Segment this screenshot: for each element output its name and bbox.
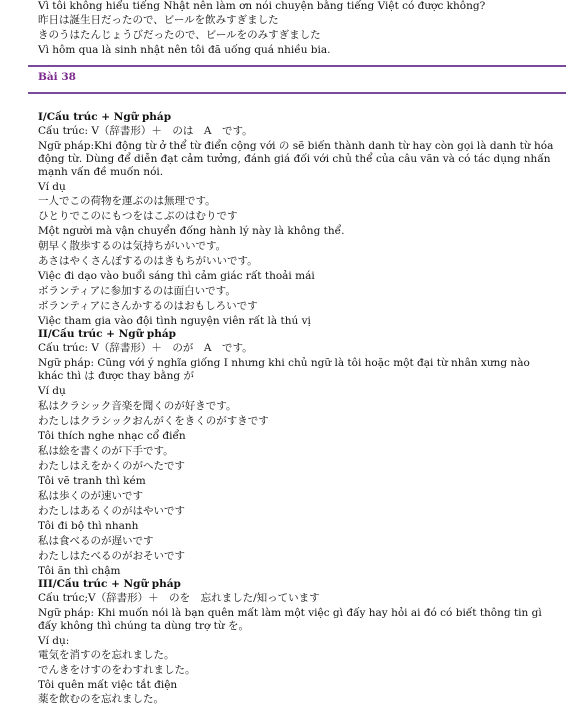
example-line: 私は絵を書くのが下手です。 [38, 445, 174, 457]
example-label: Ví dụ [38, 181, 66, 193]
example-line: わたしはえをかくのがへたです [38, 460, 185, 472]
example-line: 朝早く散歩するのは気持ちがいいです。 [38, 240, 227, 252]
example-label: Ví dụ: [38, 635, 70, 647]
section-divider [28, 92, 566, 94]
structure-line: Cấu trúc: V（辞書形）＋ のが A です。 [38, 342, 253, 354]
example-line: Việc tham gia vào đội tình nguyện viên rất là thú vị [38, 315, 311, 327]
intro-line: Vì tôi không hiểu tiếng Nhật nên làm ơn nói chuyện bằng tiếng Việt có được không? [38, 0, 486, 12]
example-line: 電気を消すのを忘れました。 [38, 649, 175, 661]
example-line: Một người mà vận chuyển đống hành lý này là không thể. [38, 225, 345, 237]
grammar-text: Ngữ pháp: Khi muốn nói là bạn quên mất làm một việc gì đấy hay hỏi ai đó có biết thông tin gì đấy không thì chúng ta dùng trợ từ を。 [38, 607, 542, 632]
example-line: 薬を飲むのを忘れました。 [38, 693, 164, 705]
section-divider [28, 65, 566, 67]
example-line: わたしはクラシックおんがくをきくのがすきです [38, 415, 269, 427]
example-line: 私は食べるのが遅いです [38, 535, 154, 547]
example-line: Tôi quên mất việc tắt điện [38, 679, 178, 691]
example-line: わたしはあるくのがはやいです [38, 505, 185, 517]
lesson-title: Bài 38 [38, 71, 76, 83]
example-line: Tôi đi bộ thì nhanh [38, 520, 139, 532]
example-line: わたしはたべるのがおそいです [38, 550, 185, 562]
section-heading: II/Cấu trúc + Ngữ pháp [38, 328, 176, 340]
example-line: Việc đi dạo vào buổi sáng thì cảm giác rất thoải mái [38, 270, 315, 282]
example-line: Tôi vẽ tranh thì kém [38, 475, 146, 487]
example-line: 私は歩くのが速いです [38, 490, 143, 502]
example-line: Tôi ăn thì chậm [38, 565, 121, 577]
example-line: でんきをけすのをわすれました。 [38, 664, 196, 676]
intro-line: Vì hôm qua là sinh nhật nên tôi đã uống quá nhiều bia. [38, 44, 331, 56]
section-heading: III/Cấu trúc + Ngữ pháp [38, 578, 181, 590]
structure-line: Cấu trúc;V（辞書形）＋ のを 忘れました/知っています [38, 592, 320, 604]
example-line: あさはやくさんぽするのはきもちがいいです。 [38, 255, 258, 267]
example-line: 私はクラシック音楽を聞くのが好きです。 [38, 400, 237, 412]
example-line: Tôi thích nghe nhạc cổ điển [38, 430, 186, 442]
structure-line: Cấu trúc: V（辞書形）＋ のは A です。 [38, 125, 253, 137]
example-line: 一人でこの荷物を運ぶのは無理です。 [38, 195, 216, 207]
intro-line: きのうはたんじょうびだったので、ビールをのみすぎました [38, 29, 321, 41]
intro-line: 昨日は誕生日だったので、ビールを飲みすぎました [38, 14, 279, 26]
grammar-text: Ngữ pháp:Khi động từ ở thể từ điển cộng với の sẽ biến thành danh từ hay còn gọi là danh từ hóa động từ. Dùng để diễn đạt cảm tưởng, đánh giá đối với chủ thể của câu văn và có tác dụng nhấn mạnh vấn đề muốn nói. [38, 140, 554, 178]
example-label: Ví dụ [38, 385, 66, 397]
example-line: ひとりでこのにもつをはこぶのはむりです [38, 210, 238, 222]
section-heading: I/Cấu trúc + Ngữ pháp [38, 111, 172, 123]
grammar-text: Ngữ pháp: Cũng với ý nghĩa giống I nhưng khi chủ ngữ là tôi hoặc một đại từ nhân xưng nào khác thì は được thay bằng が [38, 357, 530, 382]
example-line: ボランティアに参加するのは面白いです。 [38, 285, 236, 297]
example-line: ボランティアにさんかするのはおもしろいです [38, 300, 258, 312]
